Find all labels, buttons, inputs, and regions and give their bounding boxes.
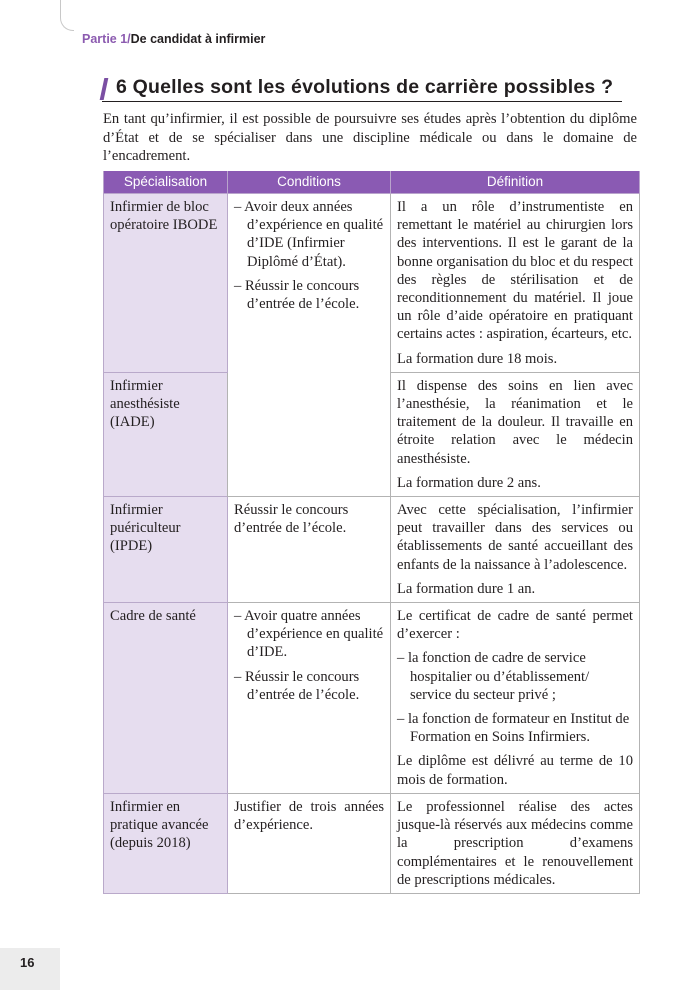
section-heading	[102, 76, 622, 102]
condition-item: – Avoir deux années d’expérience en qualité d’IDE (Infirmier Diplômé d’État).	[234, 199, 384, 270]
spec-cell: Infirmier en pratique avancée (depuis 2018)	[104, 793, 228, 893]
condition-item: – Avoir quatre années d’expérience en qualité d’IDE.	[234, 608, 384, 661]
definition-text: Il dispense des soins en lien avec l’anesthésie, la réanimation et le traitement de la douleur. Il travaille en étroite relation avec le médecin anesthésiste.	[397, 377, 633, 467]
definition-list-item: – la fonction de cadre de service hospitalier ou d’établissement/ service du secteur privé ;	[397, 650, 590, 703]
definition-cell	[391, 793, 640, 893]
spec-cell: Infirmier de bloc opératoire IBODE	[104, 194, 228, 373]
header-separator: /	[127, 32, 131, 46]
corner-decoration	[60, 0, 74, 31]
chapter-title: De candidat à infirmier	[130, 32, 266, 46]
conditions-cell	[228, 194, 391, 497]
conditions-cell	[228, 603, 391, 794]
page-number: 16	[20, 955, 35, 970]
definition-cell	[391, 497, 640, 603]
spec-cell: Infirmier anesthésiste (IADE)	[104, 372, 228, 496]
table-row	[104, 793, 640, 893]
part-label: Partie 1	[82, 32, 128, 46]
conditions-cell	[228, 497, 391, 603]
definition-text: Le professionnel réalise des actes jusque-là réservés aux médecins comme la prescription d’examens complémentaires et le renouvellement de prescriptions médicales.	[397, 798, 633, 888]
condition-item: – Réussir le concours d’entrée de l’école.	[234, 668, 360, 703]
definition-cell	[391, 372, 640, 496]
definition-text: Avec cette spécialisation, l’infirmier peut travailler dans des services ou établissements de santé accueillant des enfants de la naissance à l’adolescence.	[397, 502, 633, 573]
conditions-cell	[228, 793, 391, 893]
definition-duration: La formation dure 2 ans.	[397, 474, 541, 491]
definition-duration: Le diplôme est délivré au terme de 10 mois de formation.	[397, 753, 633, 788]
column-header-conditions: Conditions	[228, 171, 391, 194]
table-row	[104, 603, 640, 794]
spec-cell: Infirmier puériculteur (IPDE)	[104, 497, 228, 603]
intro-paragraph: En tant qu’infirmier, il est possible de poursuivre ses études après l’obtention du diplôme d’État et de se spécialiser dans une discipline médicale ou dans le domaine de l’encadrement.	[103, 111, 637, 164]
definition-list-item: – la fonction de formateur en Institut de Formation en Soins Infirmiers.	[397, 711, 630, 746]
specialisation-table	[103, 171, 640, 894]
spec-cell: Cadre de santé	[104, 603, 228, 794]
definition-duration: La formation dure 18 mois.	[397, 350, 558, 367]
definition-cell	[391, 194, 640, 373]
column-header-definition: Définition	[391, 171, 640, 194]
heading-accent-bar	[100, 78, 109, 100]
table-row	[104, 497, 640, 603]
condition-item: Justifier de trois années d’expérience.	[234, 798, 384, 834]
column-header-specialisation: Spécialisation	[104, 171, 228, 194]
table-header-row	[104, 171, 640, 194]
running-header	[82, 32, 265, 46]
condition-item: – Réussir le concours d’entrée de l’école.	[234, 277, 360, 313]
heading-underline	[102, 101, 622, 102]
page-number-box	[0, 948, 60, 990]
definition-text: Le certificat de cadre de santé permet d’exercer :	[397, 608, 633, 643]
section-title: 6 Quelles sont les évolutions de carrière possibles ?	[116, 76, 614, 98]
definition-text: Il a un rôle d’instrumentiste en remettant le matériel au chirurgien lors des interventions. Il est le garant de la bonne organisation du bloc et du respect des règles de stérilisation et de reconditionnement du matériel. Il joue un rôle d’aide opératoire en pratiquant certains actes : aspiration, écarteurs, etc.	[397, 199, 633, 343]
condition-item: Réussir le concours d’entrée de l’école.	[234, 502, 349, 537]
definition-duration: La formation dure 1 an.	[397, 580, 536, 597]
definition-cell	[391, 603, 640, 794]
table-row	[104, 194, 640, 373]
